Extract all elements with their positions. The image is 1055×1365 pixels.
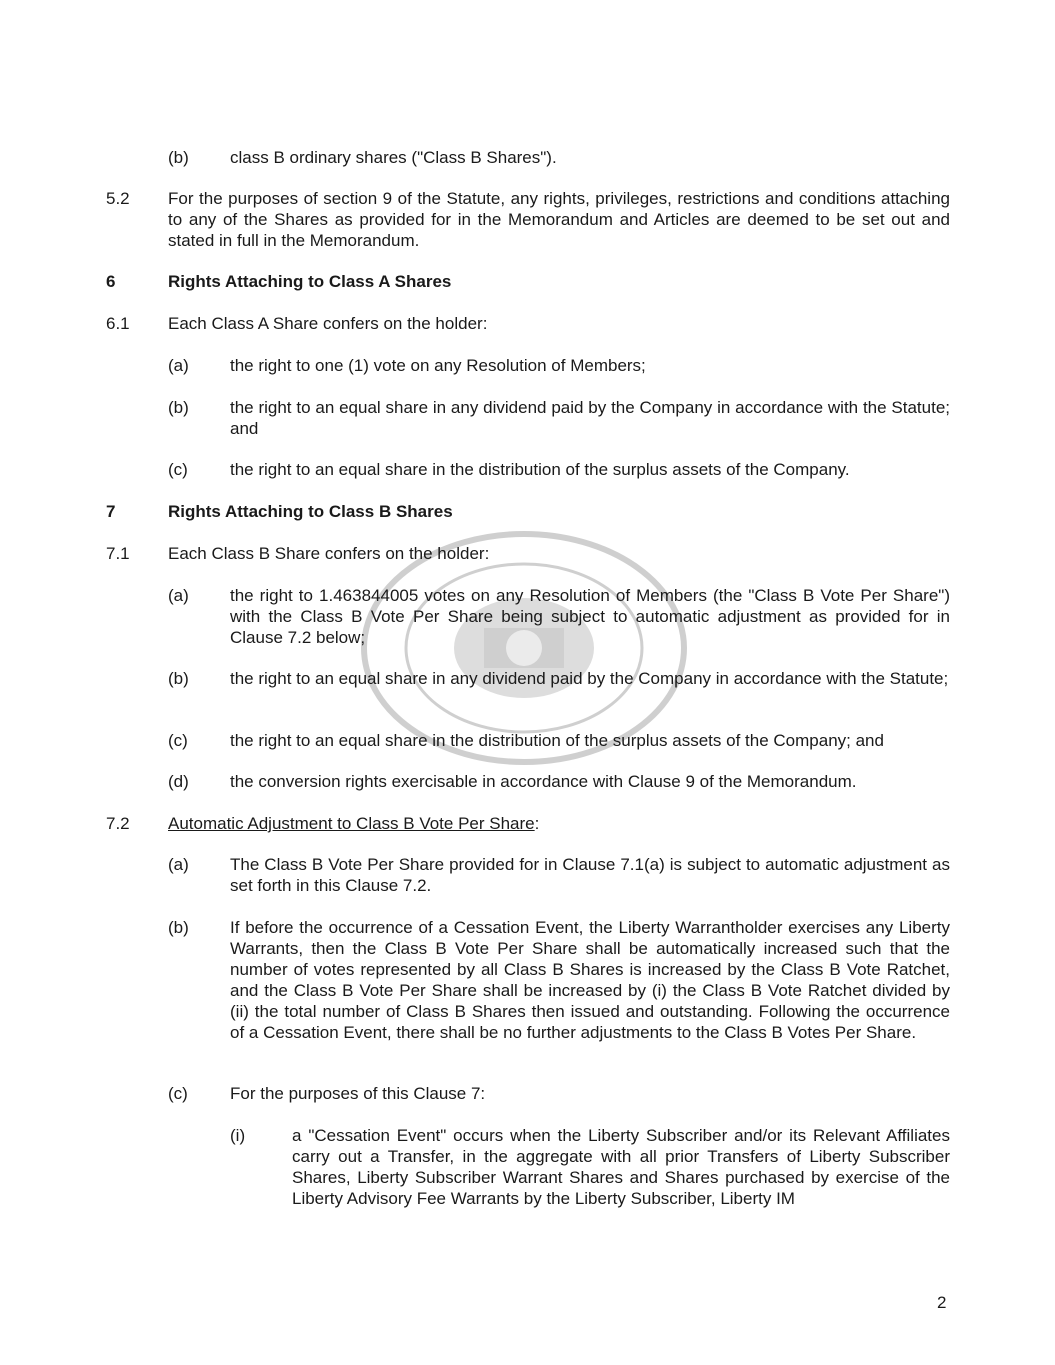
clause-number: 5.2 <box>106 189 130 208</box>
list-item-text: the right to an equal share in the distribution of the surplus assets of the Company; and <box>230 731 884 750</box>
list-item-text: the right to 1.463844005 votes on any Resolution of Members (the "Class B Vote Per Share") with the Class B Vote Per Share being subject to automatic adjustment as provided for in Clause 7.2 below; <box>230 586 950 647</box>
section-heading: Rights Attaching to Class A Shares <box>168 272 452 291</box>
clause-number: 6.1 <box>106 314 130 333</box>
list-label: (a) <box>168 356 189 375</box>
clause-text: Each Class A Share confers on the holder: <box>168 314 488 333</box>
list-label: (b) <box>168 398 189 417</box>
list-item-text: the right to an equal share in any dividend paid by the Company in accordance with the Statute; and <box>230 398 950 438</box>
clause-title-text: Automatic Adjustment to Class B Vote Per Share <box>168 814 535 833</box>
clause-title-suffix: : <box>534 814 540 833</box>
list-item-text: For the purposes of this Clause 7: <box>230 1084 486 1103</box>
sub-list-item-text: a "Cessation Event" occurs when the Liberty Subscriber and/or its Relevant Affiliates carry out a Transfer, in the aggregate with all prior Transfers of Liberty Subscriber Shares, Liberty Subscriber Warrant Shares and Shares purchased by exercise of the Liberty Advisory Fee Warrants by the Liberty Subscriber, Liberty IM <box>292 1126 950 1208</box>
clause-text: For the purposes of section 9 of the Statute, any rights, privileges, restrictions and conditions attaching to any of the Shares as provided for in the Memorandum and Articles are deemed to be set out and stated in full in the Memorandum. <box>168 189 950 250</box>
list-label: (a) <box>168 855 189 874</box>
sub-list-label: (i) <box>230 1126 246 1145</box>
list-item-text: the right to one (1) vote on any Resolution of Members; <box>230 356 646 375</box>
list-label: (a) <box>168 586 189 605</box>
section-number: 6 <box>106 272 116 291</box>
list-label: (c) <box>168 731 188 750</box>
list-label: (b) <box>168 918 189 937</box>
list-label: (b) <box>168 148 189 167</box>
page-number: 2 <box>937 1293 947 1312</box>
list-label: (c) <box>168 460 188 479</box>
list-item-text: The Class B Vote Per Share provided for in Clause 7.1(a) is subject to automatic adjustment as set forth in this Clause 7.2. <box>230 855 950 895</box>
list-label: (b) <box>168 669 189 688</box>
section-heading: Rights Attaching to Class B Shares <box>168 502 453 521</box>
section-number: 7 <box>106 502 116 521</box>
list-item-text: the conversion rights exercisable in accordance with Clause 9 of the Memorandum. <box>230 772 857 791</box>
list-label: (c) <box>168 1084 188 1103</box>
list-item-text: If before the occurrence of a Cessation Event, the Liberty Warrantholder exercises any Liberty Warrants, then the Class B Vote Per Share shall be automatically increased such that the number of votes represented by all Class B Shares is increased by the Class B Vote Ratchet, and the Class B Vote Per Share shall be increased by (i) the Class B Vote Ratchet divided by (ii) the total number of Class B Shares then issued and outstanding. Following the occurrence of a Cessation Event, there shall be no further adjustments to the Class B Votes Per Share. <box>230 918 950 1042</box>
list-label: (d) <box>168 772 189 791</box>
list-item-text: the right to an equal share in any dividend paid by the Company in accordance with the Statute; <box>230 669 949 688</box>
clause-text: Each Class B Share confers on the holder: <box>168 544 490 563</box>
clause-title <box>168 813 539 834</box>
list-item-text: the right to an equal share in the distribution of the surplus assets of the Company. <box>230 460 850 479</box>
list-item-text: class B ordinary shares ("Class B Shares"). <box>230 148 557 167</box>
clause-number: 7.2 <box>106 814 130 833</box>
clause-number: 7.1 <box>106 544 130 563</box>
